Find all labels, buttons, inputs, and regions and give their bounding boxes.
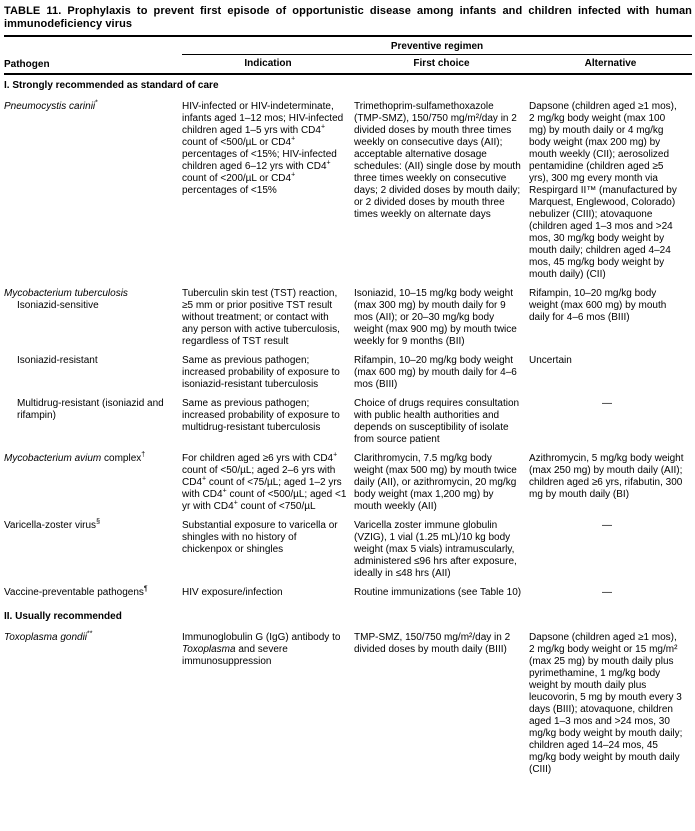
text-segment: Isoniazid-sensitive (17, 300, 99, 311)
text-segment: Toxoplasma (182, 644, 236, 655)
pathogen-cell (4, 520, 182, 587)
column-header-pathogen: Pathogen (4, 59, 50, 70)
text-segment: Isoniazid, 10–15 mg/kg body weight (max 300 mg) by mouth daily for 9 mos (AII); or 20–30 mg/kg body weight (max 900 mg) by mouth twice weekly for 9 months (BII) (354, 288, 517, 347)
first-choice-cell (354, 520, 529, 587)
alternative-cell (529, 355, 692, 398)
text-segment: ¶ (143, 585, 148, 593)
text-segment: + (320, 123, 326, 131)
text-segment: Substantial exposure to varicella or shingles with no history of chickenpox or shingles (182, 520, 338, 555)
table-row (4, 398, 692, 453)
alternative-cell (529, 587, 692, 606)
text-segment: + (202, 475, 207, 483)
text-segment: * (95, 99, 98, 107)
text-segment: + (326, 159, 331, 167)
group-header-preventive-regimen: Preventive regimen (182, 36, 692, 55)
text-segment: count of <50/µL; aged 2–6 yrs with CD4 (182, 465, 336, 488)
table-row (4, 101, 692, 288)
text-segment: Azithromycin, 5 mg/kg body weight (max 250 mg) by mouth daily (AII); children aged ≥6 yrs, rifabutin, 300 mg by mouth daily (BI) (529, 453, 684, 500)
text-segment: Uncertain (529, 355, 572, 366)
text-segment: Pneumocystis carinii (4, 101, 96, 112)
text-segment: Routine immunizations (see Table 10) (354, 587, 522, 598)
first-choice-cell (354, 355, 529, 398)
indication-cell (182, 355, 354, 398)
first-choice-cell (354, 632, 529, 783)
first-choice-cell (354, 288, 529, 355)
column-header-first-choice: First choice (413, 58, 470, 69)
indication-cell (182, 632, 354, 783)
indication-cell (182, 520, 354, 587)
text-segment: Mycobacterium tuberculosis (4, 288, 128, 299)
text-segment: count of <500/µL; aged <1 yr with CD4 (182, 489, 347, 512)
text-segment: + (222, 487, 227, 495)
indication-cell (182, 288, 354, 355)
text-segment: Immunoglobulin G (IgG) antibody to (182, 632, 341, 643)
first-choice-cell (354, 398, 529, 453)
text-segment: Mycobacterium avium (4, 453, 102, 464)
pathogen-cell (4, 101, 182, 288)
text-segment: Same as previous pathogen; increased probability of exposure to isoniazid-resistant tuberculosis (182, 355, 340, 390)
text-segment: count of <200/µL or CD4 (182, 173, 292, 184)
text-segment: HIV exposure/infection (182, 587, 283, 598)
text-segment: Varicella zoster immune globulin (VZIG), 1 vial (1.25 mL)/10 kg body weight (max 5 vials) intramuscularly, administered ≤96 hrs after exposure, ideally in ≤48 hrs (AII) (354, 520, 517, 579)
text-segment: TMP-SMZ, 150/750 mg/m²/day in 2 divided doses by mouth daily (BIII) (354, 632, 511, 655)
text-segment: and severe immunosuppression (182, 644, 288, 667)
text-segment: † (141, 451, 146, 459)
pathogen-cell (4, 288, 182, 355)
text-segment: Tuberculin skin test (TST) reaction, ≥5 mm or prior positive TST result without treatment; or contact with any person with active tuberculosis, regardless of TST result (182, 288, 340, 347)
pathogen-cell (4, 453, 182, 520)
text-segment: Trimethoprim-sulfamethoxazole (TMP-SMZ), 150/750 mg/m²/day in 2 divided doses by mouth three times weekly on consecutive days (AII); acceptable alternative dosage schedules: (AII) single dose by mouth three times weekly on consecutive days; 2 divided doses by mouth daily; or 2 divided doses by mouth three times weekly on alternate days (354, 101, 521, 220)
alternative-cell (529, 632, 692, 783)
first-choice-cell (354, 587, 529, 606)
alternative-cell (529, 520, 692, 587)
column-header-indication: Indication (244, 58, 292, 69)
group-header-row (4, 36, 692, 55)
text-segment: Varicella-zoster virus (4, 520, 97, 531)
table-row (4, 355, 692, 398)
table-row (4, 632, 692, 783)
text-segment: Rifampin, 10–20 mg/kg body weight (max 600 mg) by mouth daily for 4–6 mos (BIII) (529, 288, 667, 323)
table-row (4, 520, 692, 587)
section-heading-row (4, 74, 692, 101)
text-segment: count of <75/µL; aged 1–2 yrs with CD4 (182, 477, 342, 500)
indication-cell (182, 587, 354, 606)
text-segment: Dapsone (children aged ≥1 mos), 2 mg/kg body weight or 15 mg/m² (max 25 mg) by mouth daily plus pyrimethamine, 1 mg/kg body weight by mouth daily plus leucovorin, 5 mg by mouth every 3 days (BIII); atovaquone, children aged 1–3 mos and >24 mos, 30 mg/kg body weight by mouth daily; children aged 14–24 mos, 45 mg/kg body weight by mouth daily (CIII) (529, 632, 683, 775)
alternative-cell (529, 453, 692, 520)
text-segment: Vaccine-preventable pathogens (4, 587, 144, 598)
text-segment: Multidrug-resistant (isoniazid and rifampin) (17, 398, 164, 421)
text-segment: count of <750/µL (237, 501, 316, 512)
pathogen-cell (4, 587, 182, 606)
first-choice-cell (354, 453, 529, 520)
table-row (4, 453, 692, 520)
text-segment: Choice of drugs requires consultation with public health authorities and depends on susceptibility of isolate from source patient (354, 398, 520, 445)
table-title: TABLE 11. Prophylaxis to prevent first episode of opportunistic disease among infants and children infected with human immunodeficiency virus (4, 5, 692, 30)
section-heading: II. Usually recommended (4, 611, 122, 622)
text-segment: + (233, 499, 238, 507)
text-segment: Dapsone (children aged ≥1 mos), 2 mg/kg body weight (max 100 mg) by mouth daily or 4 mg/kg body weight (max 200 mg) by mouth weekly (CII); aerosolized pentamidine (children aged ≥5 yrs), 300 mg every month via Respirgard II™ (manufactured by Marquest, Englewood, Colorado) nebulizer (CIII); atovaquone (children aged 1–3 mos and >24 mos, 30 mg/kg body weight by mouth daily; children aged 4–24 mos, 45 mg/kg body weight by mouth daily) (CII) (529, 101, 677, 280)
text-segment: For children aged ≥6 yrs with CD4 (182, 453, 334, 464)
table-row (4, 288, 692, 355)
column-header-alternative: Alternative (584, 58, 637, 69)
text-segment: Isoniazid-resistant (17, 355, 98, 366)
text-segment: percentages of <15% (182, 185, 277, 196)
alternative-cell (529, 398, 692, 453)
pathogen-cell (4, 632, 182, 783)
pathogen-cell (4, 398, 182, 453)
text-segment: — (602, 520, 612, 531)
text-segment: count of <500/µL or CD4 (182, 137, 292, 148)
text-segment: + (291, 171, 296, 179)
text-segment: Toxoplasma gondii (4, 632, 88, 643)
text-segment: § (96, 518, 100, 526)
first-choice-cell (354, 101, 529, 288)
indication-cell (182, 398, 354, 453)
prophylaxis-table (4, 35, 692, 783)
text-segment: — (602, 398, 612, 409)
indication-cell (182, 101, 354, 288)
indication-cell (182, 453, 354, 520)
text-segment: + (291, 135, 296, 143)
text-segment: Rifampin, 10–20 mg/kg body weight (max 600 mg) by mouth daily for 4–6 mos (BIII) (354, 355, 517, 390)
table-header (4, 36, 692, 74)
pathogen-cell (4, 355, 182, 398)
text-segment: — (602, 587, 612, 598)
text-segment: ** (87, 630, 93, 638)
alternative-cell (529, 101, 692, 288)
text-segment: HIV-infected or HIV-indeterminate, infants aged 1–12 mos; HIV-infected children aged 1–5 yrs with CD4 (182, 101, 344, 136)
table-body (4, 74, 692, 783)
text-segment: Same as previous pathogen; increased probability of exposure to multidrug-resistant tuberculosis (182, 398, 340, 433)
text-segment: Clarithromycin, 7.5 mg/kg body weight (max 500 mg) by mouth twice daily (AII), or azithromycin, 20 mg/kg body weight (max 1,200 mg) by mouth weekly (AII) (354, 453, 517, 512)
text-segment: + (333, 451, 338, 459)
section-heading: I. Strongly recommended as standard of care (4, 80, 219, 91)
alternative-cell (529, 288, 692, 355)
text-segment: complex (101, 453, 142, 464)
table-row (4, 587, 692, 606)
section-heading-row (4, 606, 692, 632)
text-segment: percentages of <15%; HIV-infected children aged 6–12 yrs with CD4 (182, 149, 337, 172)
